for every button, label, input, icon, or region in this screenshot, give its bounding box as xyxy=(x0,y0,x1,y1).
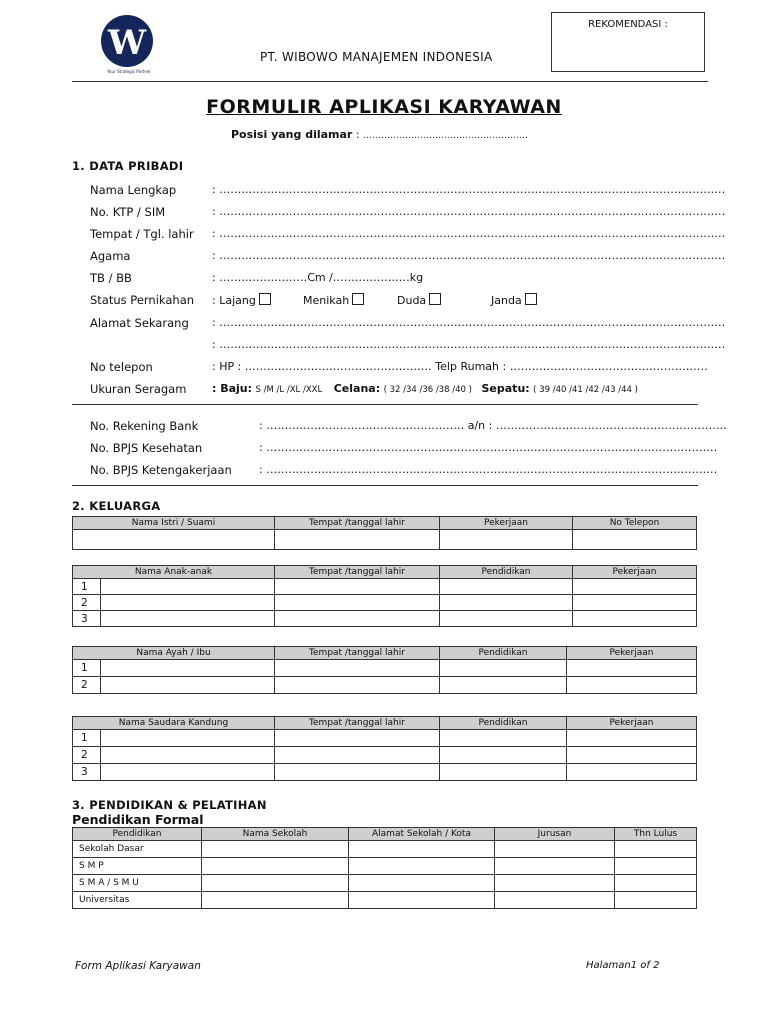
row-number: 2 xyxy=(73,747,101,764)
education-table xyxy=(72,827,697,909)
col-header: Tempat /tanggal lahir xyxy=(275,517,440,530)
spouse-header-row xyxy=(73,517,697,530)
table-cell[interactable] xyxy=(349,858,495,875)
table-cell[interactable] xyxy=(567,660,697,677)
col-header: Pendidikan xyxy=(440,647,567,660)
footer-page-number: Halaman1 of 2 xyxy=(586,960,660,971)
sepatu-sizes: ( 39 /40 /41 /42 /43 /44 ) xyxy=(533,385,638,395)
agama-field[interactable]: : ………………………………………………………………………………………………………………………… xyxy=(212,249,726,262)
table-cell[interactable] xyxy=(573,530,697,550)
bpjs-kes-field[interactable]: : …………………………………………………………………………………………………………… xyxy=(259,441,718,454)
table-cell[interactable] xyxy=(101,764,275,781)
form-title: FORMULIR APLIKASI KARYAWAN xyxy=(206,96,562,118)
table-cell[interactable] xyxy=(202,841,349,858)
rekomendasi-label: REKOMENDASI : xyxy=(588,19,668,30)
status-lajang[interactable]: : Lajang xyxy=(212,293,271,307)
ttl-label: Tempat / Tgl. lahir xyxy=(90,227,194,241)
row-number: 2 xyxy=(73,677,101,694)
table-cell[interactable] xyxy=(567,730,697,747)
table-cell[interactable] xyxy=(101,730,275,747)
table-row xyxy=(73,892,697,909)
table-row xyxy=(73,747,697,764)
col-header: No Telepon xyxy=(573,517,697,530)
education-level: S M A / S M U xyxy=(73,875,202,892)
table-row xyxy=(73,858,697,875)
col-header: Nama Ayah / Ibu xyxy=(73,647,275,660)
children-header-row xyxy=(73,566,697,579)
row-number: 1 xyxy=(73,730,101,747)
col-header: Pendidikan xyxy=(440,717,567,730)
table-cell[interactable] xyxy=(440,595,573,611)
col-header: Pekerjaan xyxy=(573,566,697,579)
table-row xyxy=(73,764,697,781)
table-row xyxy=(73,730,697,747)
status-label: Status Pernikahan xyxy=(90,293,195,307)
pendidikan-formal-title: Pendidikan Formal xyxy=(72,812,204,827)
table-cell[interactable] xyxy=(101,611,275,627)
table-row xyxy=(73,611,697,627)
col-header: Nama Istri / Suami xyxy=(73,517,275,530)
bpjs-tk-label: No. BPJS Ketengakerjaan xyxy=(90,463,232,477)
table-cell[interactable] xyxy=(202,875,349,892)
parents-header-row xyxy=(73,647,697,660)
table-cell[interactable] xyxy=(202,858,349,875)
status-duda[interactable]: Duda xyxy=(397,293,441,307)
table-cell[interactable] xyxy=(275,764,440,781)
posisi-label: Posisi yang dilamar xyxy=(231,128,353,141)
row-number: 2 xyxy=(73,595,101,611)
table-cell[interactable] xyxy=(615,875,697,892)
baju-sizes: S /M /L /XL /XXL xyxy=(255,385,323,395)
table-cell[interactable] xyxy=(440,730,567,747)
posisi-dots: ………………………………………………. xyxy=(363,131,528,141)
table-cell[interactable] xyxy=(349,892,495,909)
table-row xyxy=(73,875,697,892)
bpjs-kes-label: No. BPJS Kesehatan xyxy=(90,441,203,455)
table-row xyxy=(73,595,697,611)
footer-form-name: Form Aplikasi Karyawan xyxy=(75,960,201,972)
section-data-pribadi: 1. DATA PRIBADI xyxy=(72,159,184,173)
col-header: Jurusan xyxy=(495,828,615,841)
company-name: PT. WIBOWO MANAJEMEN INDONESIA xyxy=(260,50,493,64)
section1-divider-1 xyxy=(72,404,698,405)
col-header: Nama Saudara Kandung xyxy=(73,717,275,730)
table-cell[interactable] xyxy=(101,579,275,595)
table-cell[interactable] xyxy=(615,892,697,909)
table-cell[interactable] xyxy=(573,595,697,611)
col-header: Pekerjaan xyxy=(567,647,697,660)
parents-table xyxy=(72,646,697,694)
section-keluarga: 2. KELUARGA xyxy=(72,499,161,513)
seragam-label: Ukuran Seragam xyxy=(90,382,187,396)
table-row xyxy=(73,677,697,694)
rekening-field[interactable]: : ……………………………………………… a/n : ……………………………………………………… xyxy=(259,419,727,432)
row-number: 1 xyxy=(73,660,101,677)
table-cell[interactable] xyxy=(275,747,440,764)
row-number: 3 xyxy=(73,764,101,781)
row-number: 1 xyxy=(73,579,101,595)
checkbox-lajang[interactable] xyxy=(259,293,271,305)
rekomendasi-box xyxy=(551,12,705,72)
ktp-label: No. KTP / SIM xyxy=(90,205,166,219)
spouse-table xyxy=(72,516,697,550)
checkbox-menikah[interactable] xyxy=(352,293,364,305)
table-cell[interactable] xyxy=(573,611,697,627)
siblings-table xyxy=(72,716,697,781)
celana-sizes: ( 32 /34 /36 /38 /40 ) xyxy=(383,385,472,395)
table-cell[interactable] xyxy=(202,892,349,909)
table-cell[interactable] xyxy=(101,595,275,611)
checkbox-janda[interactable] xyxy=(525,293,537,305)
ktp-field[interactable]: : ………………………………………………………………………………………………………………………… xyxy=(212,205,726,218)
table-cell[interactable] xyxy=(101,660,275,677)
table-cell[interactable] xyxy=(440,611,573,627)
table-cell[interactable] xyxy=(567,764,697,781)
status-janda[interactable]: Janda xyxy=(491,293,537,307)
table-cell[interactable] xyxy=(440,579,573,595)
table-cell[interactable] xyxy=(495,892,615,909)
logo-tagline: Your Strategic Partner xyxy=(107,69,151,74)
table-cell[interactable] xyxy=(495,858,615,875)
nama-label: Nama Lengkap xyxy=(90,183,177,197)
bpjs-tk-field[interactable]: : …………………………………………………………………………………………………………… xyxy=(259,463,718,476)
tbbb-field[interactable]: : ……………………Cm /…………………kg xyxy=(212,271,424,284)
table-cell[interactable] xyxy=(275,730,440,747)
col-header: Pendidikan xyxy=(440,566,573,579)
col-header: Pekerjaan xyxy=(567,717,697,730)
alamat-label: Alamat Sekarang xyxy=(90,316,189,330)
checkbox-duda[interactable] xyxy=(429,293,441,305)
telepon-field[interactable]: : HP : …………………………………………… Telp Rumah : ……………………………………………… xyxy=(212,360,708,373)
children-table xyxy=(72,565,697,627)
table-row xyxy=(73,530,697,550)
row-number: 3 xyxy=(73,611,101,627)
table-row xyxy=(73,841,697,858)
status-menikah[interactable]: Menikah xyxy=(303,293,364,307)
education-header-row xyxy=(73,828,697,841)
col-header: Pekerjaan xyxy=(440,517,573,530)
table-cell[interactable] xyxy=(567,677,697,694)
col-header: Thn Lulus xyxy=(615,828,697,841)
section1-divider-2 xyxy=(72,485,698,486)
table-cell[interactable] xyxy=(275,677,440,694)
table-cell[interactable] xyxy=(349,841,495,858)
tbbb-label: TB / BB xyxy=(90,271,132,285)
ttl-field[interactable]: : ………………………………………………………………………………………………………………………… xyxy=(212,227,726,240)
alamat-field-2[interactable]: : ………………………………………………………………………………………………………………………… xyxy=(212,338,726,351)
table-row xyxy=(73,660,697,677)
table-cell[interactable] xyxy=(275,530,440,550)
education-level: Universitas xyxy=(73,892,202,909)
company-logo xyxy=(100,14,158,76)
col-header: Tempat /tanggal lahir xyxy=(275,647,440,660)
logo-letter: W xyxy=(107,23,147,63)
header-divider xyxy=(72,81,708,82)
section-pendidikan: 3. PENDIDIKAN & PELATIHAN xyxy=(72,798,267,812)
table-cell[interactable] xyxy=(440,764,567,781)
table-cell[interactable] xyxy=(495,875,615,892)
table-cell[interactable] xyxy=(615,841,697,858)
table-cell[interactable] xyxy=(101,747,275,764)
table-cell[interactable] xyxy=(440,747,567,764)
nama-field[interactable]: : ………………………………………………………………………………………………………………………… xyxy=(212,183,726,196)
table-cell[interactable] xyxy=(567,747,697,764)
col-header: Nama Anak-anak xyxy=(73,566,275,579)
table-cell[interactable] xyxy=(275,660,440,677)
telepon-label: No telepon xyxy=(90,360,153,374)
col-header: Tempat /tanggal lahir xyxy=(275,717,440,730)
rekening-label: No. Rekening Bank xyxy=(90,419,199,433)
education-level: S M P xyxy=(73,858,202,875)
table-cell[interactable] xyxy=(440,660,567,677)
table-cell[interactable] xyxy=(573,579,697,595)
col-header: Tempat /tanggal lahir xyxy=(275,566,440,579)
education-level: Sekolah Dasar xyxy=(73,841,202,858)
posisi-field[interactable]: Posisi yang dilamar : ………………………………………………. xyxy=(231,128,528,141)
table-cell[interactable] xyxy=(440,677,567,694)
col-header: Alamat Sekolah / Kota xyxy=(349,828,495,841)
table-cell[interactable] xyxy=(275,579,440,595)
table-cell[interactable] xyxy=(275,611,440,627)
table-cell[interactable] xyxy=(615,858,697,875)
table-cell[interactable] xyxy=(101,677,275,694)
table-cell[interactable] xyxy=(349,875,495,892)
alamat-field-1[interactable]: : ………………………………………………………………………………………………………………………… xyxy=(212,316,726,329)
siblings-header-row xyxy=(73,717,697,730)
table-cell[interactable] xyxy=(440,530,573,550)
table-row xyxy=(73,579,697,595)
seragam-field[interactable]: : Baju: S /M /L /XL /XXL Celana: ( 32 /34 /36 /38 /40 ) Sepatu: ( 39 /40 /41 /42 /43 /44 ) xyxy=(212,382,638,395)
agama-label: Agama xyxy=(90,249,131,263)
table-cell[interactable] xyxy=(73,530,275,550)
table-cell[interactable] xyxy=(275,595,440,611)
table-cell[interactable] xyxy=(495,841,615,858)
col-header: Nama Sekolah xyxy=(202,828,349,841)
col-header: Pendidikan xyxy=(73,828,202,841)
